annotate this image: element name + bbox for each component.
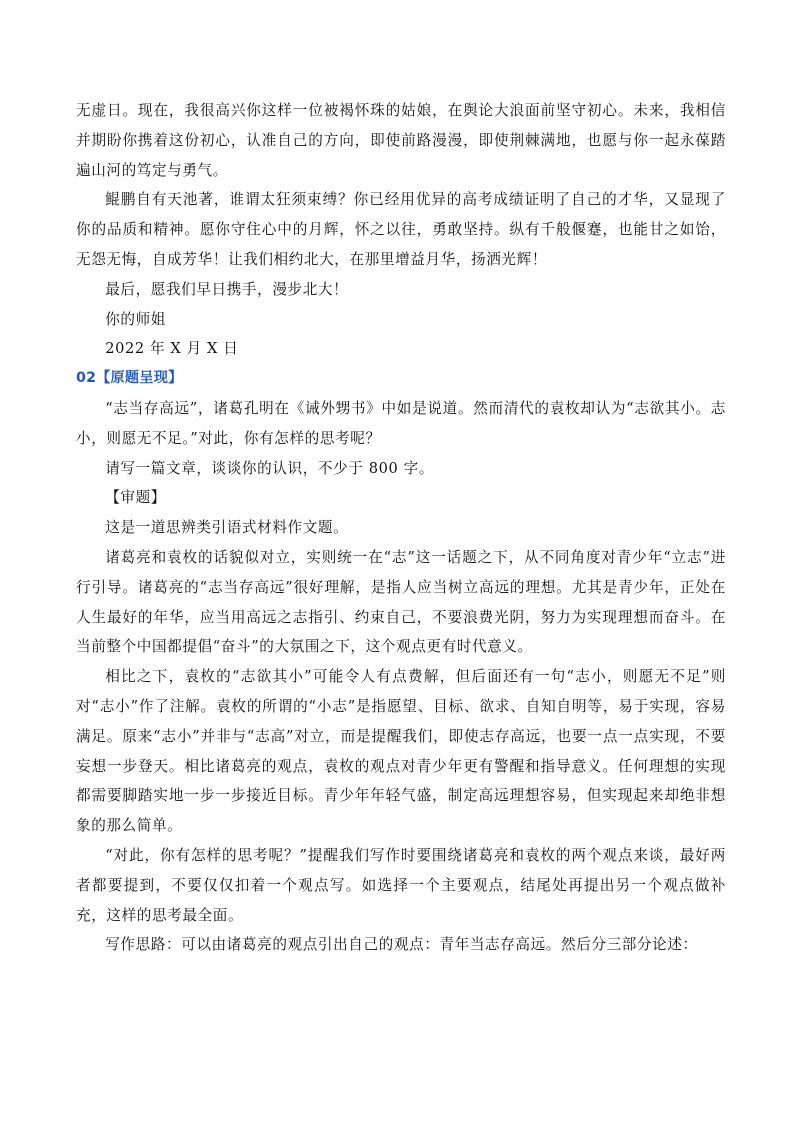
letter-signature: 你的师姐	[105, 310, 166, 328]
analysis-label: 【审题】	[105, 489, 166, 507]
analysis-paragraph-5: 写作思路：可以由诸葛亮的观点引出自己的观点：青年当志存高远。然后分三部分论述：	[105, 936, 698, 954]
letter-paragraph-1: 无虚日。现在，我很高兴你这样一位被褐怀珠的姑娘，在舆论大浪面前坚守初心。未来，我相信并期盼你携着这份初心，认准自己的方向，即使前路漫漫，即使荆棘满地，也愿与你一起永葆踏遍山河的笃定与勇气。	[76, 102, 726, 179]
analysis-paragraph-1: 这是一道思辨类引语式材料作文题。	[105, 519, 349, 537]
analysis-paragraph-4: “对此，你有怎样的思考呢？”提醒我们写作时要围绕诸葛亮和袁枚的两个观点来谈，最好两者都要提到，不要仅仅扣着一个观点写。如选择一个主要观点，结尾处再提出另一个观点做补充，这样的思考最全面。	[76, 846, 726, 924]
prompt-paragraph-2: 请写一篇文章，谈谈你的认识，不少于 800 字。	[105, 459, 435, 477]
section-heading: 02【原题呈现】	[76, 370, 183, 387]
analysis-paragraph-3: 相比之下，袁枚的“志欲其小”可能令人有点费解，但后面还有一句“志小，则愿无不足”则对“志小”作了注解。袁枚的所谓的“小志”是指愿望、目标、欲求、自知自明等，易于实现，容易满足。原来“志小”并非与“志高”对立，而是提醒我们，即使志存高远，也要一点一点实现，不要妄想一步登天。相比诸葛亮的观点，袁枚的观点对青少年更有警醒和指导意义。任何理想的实现都需要脚踏实地一步一步接近目标。青少年年轻气盛，制定高远理想容易，但实现起来却绝非想象的那么简单。	[76, 668, 726, 835]
document-body	[76, 96, 726, 960]
letter-paragraph-2: 鲲鹏自有天池著，谁谓太狂须束缚？你已经用优异的高考成绩证明了自己的才华，又显现了你的品质和精神。愿你守住心中的月辉，怀之以往，勇敢坚持。纵有千般偃蹇，也能甘之如饴，无怨无悔，自成芳华！让我们相约北大，在那里增益月华，扬洒光辉！	[76, 191, 726, 268]
prompt-paragraph-1: “志当存高远”，诸葛孔明在《诫外甥书》中如是说道。然而清代的袁枚却认为“志欲其小。志小，则愿无不足。”对此，你有怎样的思考呢？	[76, 399, 726, 447]
analysis-paragraph-2: 诸葛亮和袁枚的话貌似对立，实则统一在“志”这一话题之下，从不同角度对青少年“立志”进行引导。诸葛亮的“志当存高远”很好理解，是指人应当树立高远的理想。尤其是青少年，正处在人生最好的年华，应当用高远之志指引、约束自己，不要浪费光阴，努力为实现理想而奋斗。在当前整个中国都提倡“奋斗”的大氛围之下，这个观点更有时代意义。	[76, 548, 726, 656]
letter-closing: 最后，愿我们早日携手，漫步北大！	[105, 280, 349, 298]
letter-date: 2022 年 X 月 X 日	[105, 340, 239, 358]
